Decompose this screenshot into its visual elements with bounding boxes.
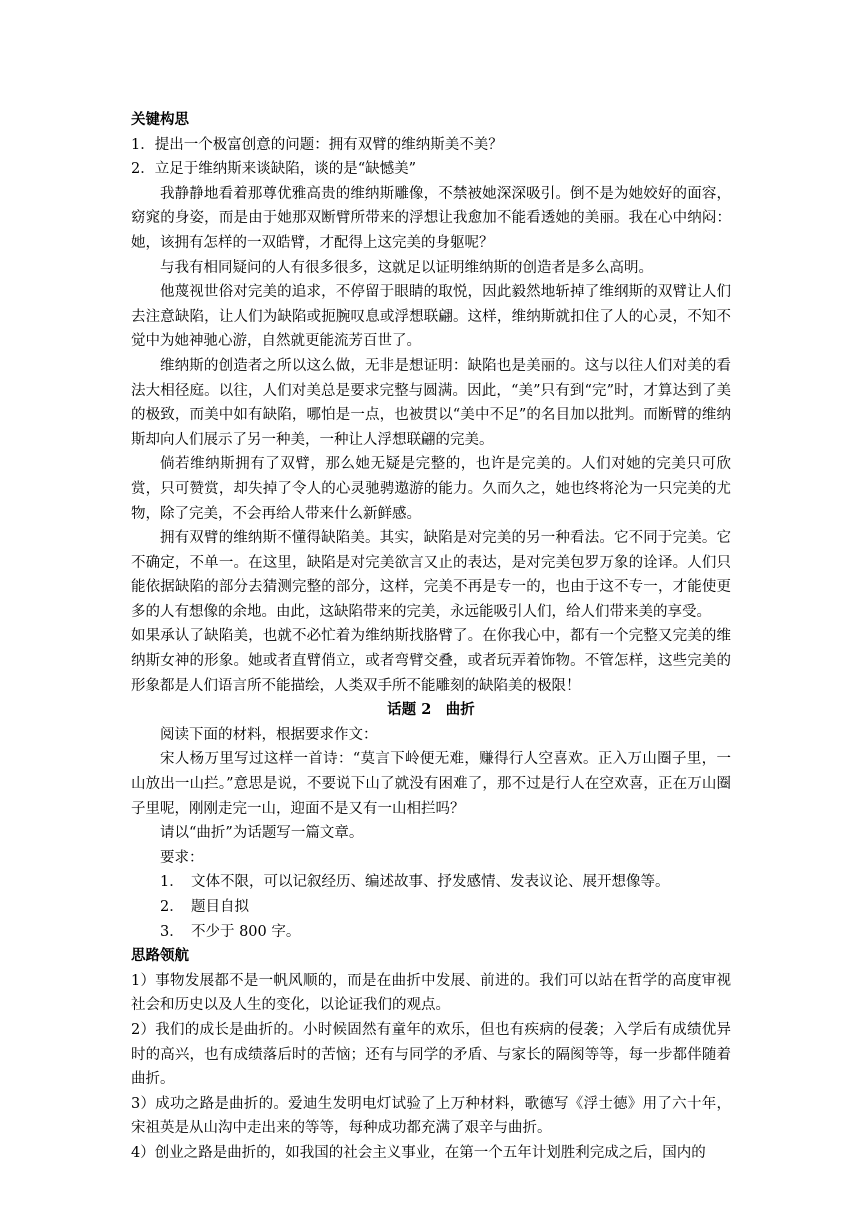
essay-paragraph-4: 维纳斯的创造者之所以这么做，无非是想证明：缺陷也是美丽的。这与以往人们对美的看法大相径庭。以往，人们对美总是要求完整与圆满。因此，“美”只有到“完”时，才算达到了美的极致，而美中如有缺陷，哪怕是一点，也被贯以“美中不足”的名目加以批判。而断臂的维纳斯却向人们展示了另一种美，一种让人浮想联翩的完美。 xyxy=(131,357,731,448)
requirement-1: 1． 文体不限，可以记叙经历、编述故事、抒发感情、发表议论、展开想像等。 xyxy=(160,874,670,891)
requirement-3: 3． 不少于 800 字。 xyxy=(160,923,301,940)
topic-2-material: 宋人杨万里写过这样一首诗：“莫言下岭便无难，赚得行人空喜欢。正入万山圈子里，一山放出一山拦。”意思是说，不要说下山了就没有困难了，那不过是行人在空欢喜，正在万山圈子里呢，刚刚走完一山，迎面不是又有一山相拦吗？ xyxy=(131,751,731,817)
essay-paragraph-5: 倘若维纳斯拥有了双臂，那么她无疑是完整的，也许是完美的。人们对她的完美只可欣赏，只可赞赏，却失掉了令人的心灵驰骋遨游的能力。久而久之，她也终将沦为一只完美的尤物，除了完美，不会再给人带来什么新鲜感。 xyxy=(131,456,731,522)
topic-2-title: 话题 2 曲折 xyxy=(387,701,475,719)
essay-paragraph-1: 我静静地看着那尊优雅高贵的维纳斯雕像，不禁被她深深吸引。倒不是为她姣好的面容，窈窕的身姿，而是由于她那双断臂所带来的浮想让我愈加不能看透她的美丽。我在心中纳闷：她，该拥有怎样的一双皓臂，才配得上这完美的身躯呢？ xyxy=(131,185,731,251)
requirement-2: 2． 题目自拟 xyxy=(160,899,249,915)
guidance-item-4: 4）创业之路是曲折的，如我国的社会主义事业，在第一个五年计划胜利完成之后，国内的 xyxy=(131,1144,706,1161)
section-heading-guidance: 思路领航 xyxy=(131,948,189,965)
essay-paragraph-6: 拥有双臂的维纳斯不懂得缺陷美。其实，缺陷是对完美的另一种看法。它不同于完美。它不确定，不单一。在这里，缺陷是对完美欲言又止的表达，是对完美包罗万象的诠译。人们只能依据缺陷的部分去猜测完整的部分，这样，完美不再是专一的，也由于这不专一，才能使更多的人有想像的余地。由此，这缺陷带来的完美，永远能吸引人们，给人们带来美的享受。 xyxy=(131,530,731,620)
document-page xyxy=(131,108,731,1166)
essay-paragraph-2: 与我有相同疑问的人有很多很多，这就足以证明维纳斯的创造者是多么高明。 xyxy=(160,259,653,276)
key-point-2: 2．立足于维纳斯来谈缺陷，谈的是“缺憾美” xyxy=(131,161,417,178)
essay-paragraph-3: 他蔑视世俗对完美的追求，不停留于眼睛的取悦，因此毅然地斩掉了维纲斯的双臂让人们去注意缺陷，让人们为缺陷或扼腕叹息或浮想联翩。这样，维纳斯就扣住了人的心灵，不知不觉中为她神驰心游，自然就更能流芳百世了。 xyxy=(131,284,731,350)
requirements-label: 要求： xyxy=(160,849,204,866)
guidance-item-2: 2）我们的成长是曲折的。小时候固然有童年的欢乐，但也有疾病的侵袭；入学后有成绩优异时的高兴，也有成绩落后时的苦恼；还有与同学的矛盾、与家长的隔阂等等，每一步都伴随着曲折。 xyxy=(131,1021,731,1088)
section-heading-key-ideas: 关键构思 xyxy=(131,112,189,128)
topic-2-task: 请以“曲折”为话题写一篇文章。 xyxy=(160,825,364,842)
guidance-item-1: 1）事物发展都不是一帆风顺的，而是在曲折中发展、前进的。我们可以站在哲学的高度审视社会和历史以及人生的变化，以论证我们的观点。 xyxy=(131,972,731,1014)
topic-2-intro: 阅读下面的材料，根据要求作文： xyxy=(160,726,378,743)
guidance-item-3: 3）成功之路是曲折的。爱迪生发明电灯试验了上万种材料，歌德写《浮士德》用了六十年，宋祖英是从山沟中走出来的等等，每种成功都充满了艰辛与曲折。 xyxy=(131,1095,731,1137)
key-point-1: 1．提出一个极富创意的问题：拥有双臂的维纳斯美不美？ xyxy=(131,136,503,153)
essay-closing-paragraph: 如果承认了缺陷美，也就不必忙着为维纳斯找胳臂了。在你我心中，都有一个完整又完美的维纳斯女神的形象。她或者直臂俏立，或者弯臂交叠，或者玩弄着饰物。不管怎样，这些完美的形象都是人们语言所不能描绘，人类双手所不能雕刻的缺陷美的极限！ xyxy=(131,628,731,694)
